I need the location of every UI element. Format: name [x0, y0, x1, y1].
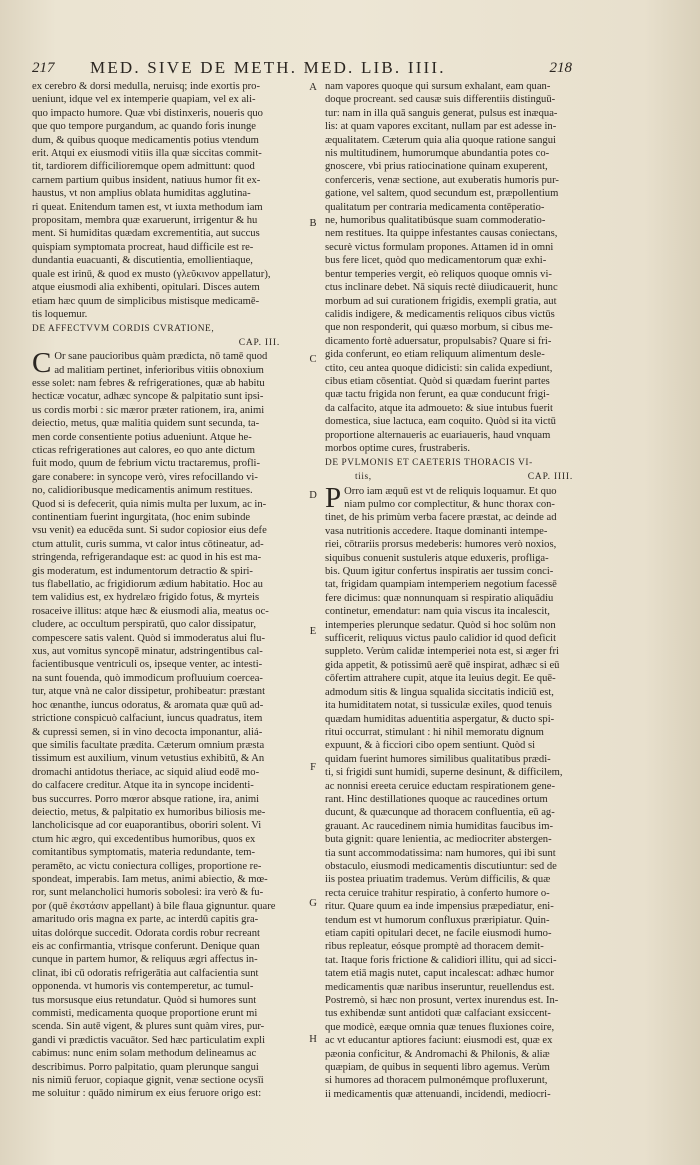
text-line: securè victus formulam propones. Attamen id in omni	[325, 241, 554, 253]
text-line: domestica, siue lactuca, eam coquito. Quòd si ita victū	[325, 416, 556, 428]
text-line: fuit modo, quum de febrium victu tractaremus, profli-	[32, 458, 260, 470]
text-line: eis ac confirmantia, vtrisque conferunt. Denique quan	[32, 941, 260, 952]
text-line: Postremò, si hæc non prosunt, vertex inurendus est. In-	[325, 995, 559, 1007]
text-line: ctus inclinare debet. Nā siquis rectè diiudicauerit, hunc	[325, 282, 558, 294]
text-line: peramēto, ac victu coniectura colliges, proportione re-	[32, 860, 262, 872]
text-line: strictione conspicuò calfaciunt, iuncus quadratus, item	[32, 713, 263, 725]
text-line: doque procreant. sed causæ suis differentiis distinguū-	[325, 94, 556, 106]
text-line: bus fere licet, quòd quo medicamentorum quæ exhi-	[325, 255, 547, 267]
text-line: Orro iam æquū est vt de reliquis loquamur. Et quo	[344, 485, 557, 497]
left-column	[32, 80, 298, 1101]
margin-marker-a: A	[309, 82, 317, 93]
text-line: ctito, ceu antea quoque didicisti: sin calida expediunt,	[325, 362, 553, 374]
text-line: ror, sunt melancholici humoris sobolesi: ira verò & fu-	[32, 887, 264, 899]
text-line: cibus etiam cōsentiat. Quòd si quædam fuerint partes	[325, 375, 550, 387]
text-line: tat, frigidam quampiam intemperiem negotium facessē	[325, 579, 557, 591]
text-line: ii medicamentis quæ attenuandi, incidendi, mediocri-	[325, 1088, 551, 1100]
page-number-right: 218	[549, 60, 572, 76]
text-line: nis multitudinem, humorumque abundantia potes co-	[325, 148, 550, 160]
text-line: grauant. Ac raucedinem nimia humiditas faucibus im-	[325, 820, 553, 832]
text-line: fere dicimus: quæ nonnunquam si respiratio aliquādiu	[325, 592, 554, 604]
text-line: ne, humoribus qualitatibúsque suam commoderatio-	[325, 215, 546, 227]
text-line: deiectio, metus, quæ malitia quidem sunt secunda, ta-	[32, 418, 260, 430]
text-line: riei, cōtrariis prorsus medeberis: humores verò noxios,	[325, 539, 557, 551]
text-line: do calfacere creditur. Atque ita in syncope incidenti-	[32, 780, 254, 792]
text-line: ueniunt, idque vel ex intemperie quapiam, vel ex ali-	[32, 94, 256, 106]
text-line: ac nonnisi ereeta ceruice eductam respirationem gene-	[325, 780, 556, 792]
text-line: tur: nam in illa quā sanguis generat, pulsus est inæqua-	[325, 107, 558, 119]
text-line: tem validius est, ex hydrelæo frigido fotus, & myrteis	[32, 592, 260, 604]
text-line: clinat, ibi cū odoratis refrigerātia aut calfacientia sunt	[32, 967, 259, 979]
text-line: siquibus conuenit sustuleris atque eduxeris, profliga-	[325, 552, 549, 564]
text-line: commisti, medicamenta quoque proportione erunt mi	[32, 1008, 258, 1020]
text-line: dicamento fortè aduersatur, propulsabis? Quare si fri-	[325, 335, 552, 347]
text-line: ritui occurrat, stimulant : hi nihil memoratu dignum	[325, 726, 544, 738]
text-line: atque eiusmodi alia exhibenti, opitulari. Disces autem	[32, 282, 260, 294]
text-line: stringenda, refrigerandaque est: ac quod in his est ma-	[32, 552, 262, 564]
text-line: quædam humiditas aduentitia aspergatur, & ducto spi-	[325, 713, 555, 725]
text-line: continentiam fuerint ingurgitata, (hoc enim subinde	[32, 512, 251, 523]
text-line: quæ tactu frigida non ferunt, ea quæ conducunt frigi-	[325, 389, 550, 401]
dropcap-lines	[32, 350, 298, 377]
left-body-text	[32, 377, 298, 1101]
text-line: rosaceive illitus: atque hæc & eiusmodi alia, meatus oc-	[32, 605, 269, 617]
text-line: ctum attulit, curis summa, vt calor intus cōtineatur, ad-	[32, 538, 264, 550]
text-line: buta gignit: quare lenientia, ac mediocriter abstergen-	[325, 834, 552, 846]
text-line: xus, aut vomitus syncopē minatur, adstringentibus cal-	[32, 646, 263, 658]
text-line: etiam capiti opitulari decet, ne facile eiusmodi humo-	[325, 928, 552, 939]
text-line: nis nimiū feruor, copiaque gignit, venæ sectione ocysīi	[32, 1075, 264, 1087]
text-line: tinet, de his primùm verba facere præstat, ac deinde ad	[325, 512, 557, 524]
text-line: gida conferunt, eo etiam reliquum alimentum desle-	[325, 349, 545, 361]
text-line: opponenda. vt humoris vis contemperetur, ac tumul-	[32, 981, 254, 993]
text-line: scenda. Sin autē vigent, & plures sunt quàm vires, pur-	[32, 1021, 265, 1033]
text-line: calidis indigere, & medicamentis reliquos cibus victūs	[325, 308, 555, 320]
text-line: proportione alternaueris ac euariaueris, haud vnquam	[325, 429, 551, 441]
text-line: propositam, membra quæ exaruerunt, irrigentur & hu	[32, 215, 258, 227]
text-line: por (quē ἐκστάσιν appellant) à bile flaua gignuntur. quare	[32, 900, 276, 912]
text-line: bentur temperies vergit, eò reliquos quoque omnis vi-	[325, 268, 552, 280]
dropcap-lines	[325, 485, 591, 512]
text-line: describimus. Porro palpitatio, quam plerunque sangui	[32, 1061, 259, 1073]
text-line: cludere, ac occultum perspiratū, quo calor dissipatur,	[32, 619, 257, 631]
text-line: amaritudo oris magna ex parte, ac interdū capitis gra-	[32, 914, 259, 926]
text-line: nem restitues. Ita quippe infestantes causas coniectans,	[325, 228, 558, 240]
text-line: ment. Si humiditas quædam excrementitia, aut succus	[32, 228, 260, 240]
text-line: que non responderit, qui quæso morbum, si cibus me-	[325, 322, 553, 334]
margin-marker-g: G	[309, 898, 317, 909]
text-line: dundantia euacuanti, & discutientia, emollientiaque,	[32, 255, 253, 267]
text-line: Quod si is defecerit, quia nimis multa per luxum, ac in-	[32, 498, 267, 510]
text-line: conferceris, venæ sectione, aut exuberatis humoris pur-	[325, 174, 559, 186]
text-line: esse solet: nam febres & refrigerationes, quæ ab habitu	[32, 377, 265, 389]
text-line: me soluitur : quādo nimirum ex eius feruore origo est:	[32, 1088, 262, 1100]
text-line: æqualitatem. Cæterum quia alia quoque ratione sangui	[325, 134, 556, 146]
text-line: gida appetit, & potissimū aerē quē inspirat, adhæc si eū	[325, 659, 560, 671]
margin-marker-f: F	[310, 762, 316, 773]
text-line: ctum hic ægro, qui excedentibus humoribus, quos ex	[32, 833, 256, 845]
text-line: tit, tardiorem difficilioremque opem admittunt: quod	[32, 161, 255, 173]
text-line: tatem etiā magis nutet, caput incalescat: adhæc humor	[325, 968, 554, 980]
text-line: tissimum est auxilium, vinum vetustius exhibitū, & An	[32, 753, 265, 765]
text-line: si humores ad thoracem pulmonémque profluxerunt,	[325, 1075, 548, 1087]
text-line: cticas refrigerationes aut calores, eo quo ante dictum	[32, 444, 255, 456]
margin-marker-h: H	[309, 1034, 317, 1045]
text-line: quidam fuerint humores similibus qualitatibus prædi-	[325, 753, 551, 765]
text-line: gare conabere: in syncope verò, vires refocillando vi-	[32, 471, 258, 483]
text-line: que quo tempore purgandum, ac quando foris inunge	[32, 121, 256, 133]
text-line: erit. Atqui ex eiusmodi vitiis illa quæ siccitas commit-	[32, 148, 262, 160]
text-line: sufficerit, reliquus victus paulo calidior id quod deficit	[325, 633, 557, 645]
text-line: bus succurres. Porro mœror absque ratione, ira, animi	[32, 793, 260, 805]
running-header	[32, 58, 572, 80]
text-line: uitas dolórque succedit. Odorata cordis robur recreant	[32, 927, 260, 939]
running-title: MED. SIVE DE METH. MED. LIB. IIII.	[90, 58, 446, 77]
text-line: ita humiditatem notat, si tussiculæ exiles, quod tenuis	[325, 700, 552, 712]
text-line: continetur, emendatur: nam quia viscus ita incalescit,	[325, 606, 550, 618]
text-line: obstaculo, eiusmodi medicamentis discutiuntur: sed de	[325, 860, 557, 872]
text-line: rant. Hinc destillationes quoque ac raucedines ortum	[325, 793, 548, 805]
text-line: na sunt fouenda, quò immodicum profluuium coercea-	[32, 672, 263, 684]
text-line: ri queat. Enitendum tamen est, vt iuxta methodum iam	[32, 201, 263, 213]
text-line: tus morsusque eius retundatur. Quòd si humores sunt	[32, 994, 257, 1006]
text-line: ti, si frigidi sunt humidi, superne desinunt, & difficilem,	[325, 767, 563, 779]
text-line: deiectio, metus, & palpitatio ex humoribus biliosis me-	[32, 806, 266, 818]
text-line: lis: at quam vapores excitant, nullam par est adesse in-	[325, 121, 557, 133]
text-line: hoc œnanthe, iuncus odoratus, & aromata quæ quū ad-	[32, 699, 264, 711]
text-line: pæonia conficitur, & Andromachi & Philonis, & aliæ	[325, 1048, 550, 1060]
text-line: ribus repleatur, eósque promptè ad thoracem demit-	[325, 941, 544, 953]
text-line: iis postea priuatim trademus. Verùm difficilis, & quæ	[325, 874, 551, 886]
text-line: cunque in partem humor, & reliquus ægri affectus in-	[32, 954, 258, 966]
dropcap-paragraph-lungs	[325, 485, 591, 512]
text-line: lancholicisque ad cor euaporantibus, oboriri solent. Vi	[32, 820, 262, 832]
text-line: quæpiam, de quibus in sequenti libro agemus. Verùm	[325, 1062, 550, 1074]
text-line: quo impacto humore. Quæ vbi distinxeris, noueris quo	[32, 107, 263, 119]
text-line: tus exhibendæ sunt antidoti quæ calfaciant exsiccent-	[325, 1008, 551, 1020]
chapter-label-3: CAP. III.	[238, 337, 280, 348]
text-line: ad malitiam pertinet, inferioribus vitiis obnoxium	[54, 364, 264, 376]
text-line: vasa nutritionis accedere. Itaque dominanti intempe-	[325, 525, 548, 537]
text-line: facientibusque ventriculi os, ipseque venter, ac intesti-	[32, 659, 263, 671]
dropcap-letter: P	[325, 484, 342, 512]
margin-marker-e: E	[309, 626, 317, 637]
dropcap-paragraph-heart	[32, 350, 298, 377]
text-line: quispiam symptomata procreat, haud difficile est re-	[32, 241, 254, 253]
text-line: tat. Itaque foris frictione & calidiori illitu, qui ad sicci-	[325, 954, 557, 966]
text-line: dum, & quibus quoque medicamentis potius vtendum	[32, 134, 259, 146]
page-number-left: 217	[32, 60, 55, 76]
text-line: morbos optime cures, frustraberis.	[325, 442, 471, 454]
margin-marker-d: D	[309, 490, 317, 501]
text-line: nam vapores quoque qui sursum exhalant, eam quan-	[325, 81, 551, 92]
text-line: cōfertim attrahere cupit, atque ita leuius degit. Ee quē-	[325, 673, 556, 685]
text-line: da calfacito, atque ita admoueto: & siue intubus fuerit	[325, 402, 553, 414]
right-body-text	[325, 511, 591, 1101]
text-line: ritur. Quare quum ea inde impensius præpediatur, eni-	[325, 901, 554, 913]
text-line: tur, atque vnà ne calor dissipetur, prohibeatur: præstant	[32, 686, 266, 698]
text-line: admodum sitis & lingua squalida siccitatis indiciū est,	[325, 686, 554, 698]
dropcap-letter: C	[32, 350, 52, 377]
left-intro-text	[32, 80, 298, 321]
text-line: gis moderatum, est indumentorum detractio & spiri-	[32, 565, 253, 577]
margin-marker-c: C	[309, 354, 317, 365]
right-column	[325, 80, 591, 1101]
text-line: gandi vi prædictis vacuātor. Sed hæc particulatim expli	[32, 1034, 266, 1046]
text-line: medicamentis quæ naribus inseruntur, reuellendus est.	[325, 981, 555, 993]
text-line: recta ceruice trahitur respiratio, à conferto humore o-	[325, 887, 550, 899]
text-line: & cupressi semen, si in vino decocta imponantur, aliá-	[32, 726, 263, 738]
text-line: vsu venit) ea educēda sunt. Si sudor copiosior eius defe	[32, 525, 267, 537]
section-heading-heart: DE AFFECTVVM CORDIS CVRATIONE,	[32, 324, 215, 335]
text-line: hecticæ vocatur, adhæc syncope & palpitatio sunt ipsi-	[32, 391, 264, 403]
section-heading-lungs: DE PVLMONIS ET CAETERIS THORACIS VI-	[325, 458, 533, 469]
text-line: morbum ad sui curationem frigidis, exempli gratia, aut	[325, 295, 557, 307]
text-line: niam pulmo cor complectitur, & hunc thorax con-	[344, 499, 555, 510]
text-line: compescere satis valent. Quòd si immoderatus alui flu-	[32, 632, 266, 644]
text-line: gatione, vel saltem, quod secundum est, præpollentium	[325, 188, 559, 200]
section-heading-lungs-cont: tiis,	[355, 471, 372, 482]
text-line: ex cerebro & dorsi medulla, neruisq; inde exortis pro-	[32, 81, 260, 92]
text-line: tus flabellatio, ac frigidiorum ædium habitatio. Hoc au	[32, 579, 263, 591]
text-line: ducunt, & quæcunque ad thoracem confluentia, eū ag-	[325, 807, 555, 819]
text-line: tendum est vt humorum confluxus præripiatur. Quin-	[325, 914, 550, 926]
text-line: quale est irinū, & quod ex musto (γλεῦκινον appellatur),	[32, 268, 271, 280]
text-line: comitantibus symptomatis, materia redundante, tem-	[32, 847, 256, 859]
text-line: intemperies plerunque sedatur. Quòd si hoc solūm non	[325, 619, 556, 631]
text-line: bis. Quum igitur confertus inspiratis aer tussim conci-	[325, 566, 554, 578]
text-line: etiam hæc quum de simplicibus mistisque medicamē-	[32, 295, 260, 307]
margin-marker-b: B	[309, 218, 317, 229]
text-line: tia sunt accommodatissima: nam humores, qui ibi sunt	[325, 847, 556, 859]
text-line: dromachi antidotus theriace, ac siquid aliud eodē mo-	[32, 766, 260, 778]
text-line: Or sane paucioribus quàm prædicta, nō tamē quod	[54, 351, 268, 363]
text-line: que similis facultate prædita. Cæterum omnium præsta	[32, 739, 265, 751]
text-line: ac vt educantur aptiores faciunt: eiusmodi est, quæ ex	[325, 1035, 553, 1047]
text-line: tis loquemur.	[32, 308, 88, 320]
text-line: suppleto. Verùm calidæ intemperiei nota est, si æger fri	[325, 646, 559, 658]
text-line: us cordis morbi : sic mæror præter rationem, ira, animi	[32, 404, 265, 416]
text-line: gnoscere, vbi prius ratiocinatione quinam exuperent,	[325, 161, 548, 173]
text-line: haustus, vt non amplius oblata humiditas agglutina-	[32, 188, 251, 200]
text-line: cabimus: nunc enim solam methodum delineamus ac	[32, 1048, 257, 1060]
text-line: qualitatum per contraria medicamenta contēperatio-	[325, 201, 545, 213]
text-line: spondeat, imperabis. Iam metus, animi abiectio, & mœ-	[32, 873, 268, 885]
text-line: expuunt, & à ficciori cibo opem sentiunt. Quòd si	[325, 740, 536, 752]
text-line: no, calidioribusque medicamentis animum restitues.	[32, 485, 253, 497]
right-intro-text	[325, 80, 591, 455]
chapter-label-4: CAP. IIII.	[527, 472, 573, 483]
text-line: carnem partium quibus insident, natiuus humor fit ex-	[32, 174, 261, 186]
text-line: men corde consentiente potius adueniunt. Atque he-	[32, 431, 252, 443]
text-line: que modicè, eæque omnia quæ tenues fluxiones coire,	[325, 1021, 555, 1033]
